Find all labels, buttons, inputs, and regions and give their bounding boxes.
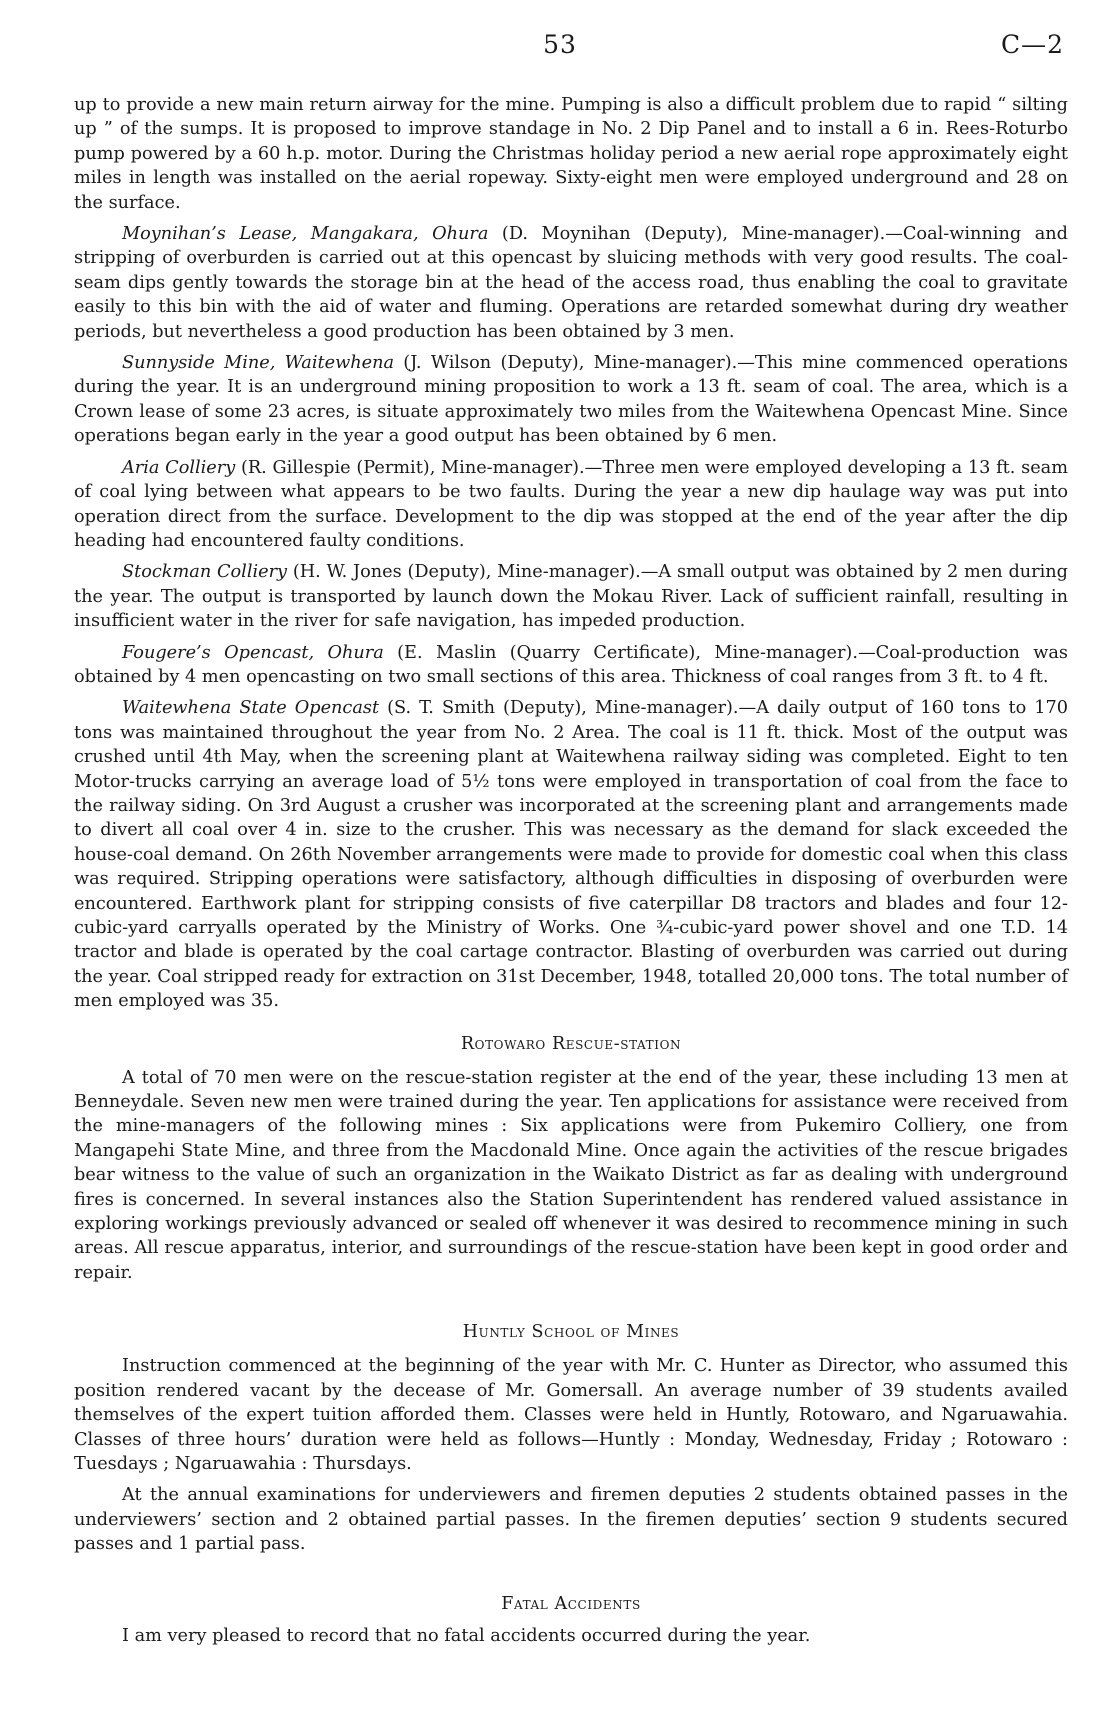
school-paragraph-examinations: At the annual examinations for underviewers and firemen deputies 2 students obtained passes in the underviewers’ section and 2 obtained partial passes. In the firemen deputies’ section 9 students secured passes and 1 partial pass. [74, 1485, 1068, 1555]
mine-name: Sunnyside Mine, Waitewhena [122, 353, 395, 374]
mine-paragraph-moynihans-lease [74, 222, 1068, 344]
rescue-station-heading: Rotowaro Rescue-station [460, 1033, 682, 1054]
mine-name: Fougere’s Opencast, Ohura [122, 642, 384, 663]
mine-paragraph-aria-colliery [74, 456, 1068, 554]
paper-code: C—2 [1000, 30, 1064, 59]
mine-name: Aria Colliery [122, 457, 236, 478]
mine-name: Waitewhena State Opencast [122, 698, 380, 719]
mine-description: (J. Wilson (Deputy), Mine-manager).—This mine commenced operations during the year. It is an underground mining proposition to work a 13 ft. seam of coal. The area, which is a Crown lease of some 23 acres, is situate approximately two miles from the Waitewhena Opencast Mine. Since operations began early in the year a good output has been obtained by 6 men. [74, 353, 1069, 447]
fatal-accidents-paragraph: I am very pleased to record that no fatal accidents occurred during the year. [122, 1625, 811, 1646]
fatal-accidents-heading: Fatal Accidents [501, 1593, 641, 1614]
mine-description: (H. W. Jones (Deputy), Mine-manager).—A small output was obtained by 2 men during the year. The output is transported by launch down the Mokau River. Lack of sufficient rainfall, resulting in insufficient water in the river for safe navigation, has impeded production. [74, 562, 1068, 632]
mine-description: (E. Maslin (Quarry Certificate), Mine-manager).—Coal-production was obtained by 4 men opencasting on two small sections of this area. Thickness of coal ranges from 3 ft. to 4 ft. [74, 642, 1068, 687]
mine-name: Moynihan’s Lease, Mangakara, Ohura [122, 224, 489, 245]
mine-description: (S. T. Smith (Deputy), Mine-manager).—A daily output of 160 tons to 170 tons was maintained throughout the year from No. 2 Area. The coal is 11 ft. thick. Most of the output was crushed until 4th May, when the screening plant at Waitewhena railway siding was completed. Eight to ten Motor-trucks carrying an average load of 5½ tons were employed in transportation of coal from the face to the railway siding. On 3rd August a crusher was incorporated at the screening plant and arrangements made to divert all coal over 4 in. size to the crusher. This was necessary as the demand for slack exceeded the house-coal demand. On 26th November arrangements were made to provide for domestic coal when this class was required. Stripping operations were satisfactory, although difficulties in disposing of overburden were encountered. Earthwork plant for stripping consists of five caterpillar D8 tractors and blades and four 12-cubic-yard carryalls operated by the Ministry of Works. One ¾-cubic-yard power shovel and one T.D. 14 tractor and blade is operated by the coal cartage contractor. Blasting of overburden was carried out during the year. Coal stripped ready for extraction on 31st December, 1948, totalled 20,000 tons. The total number of men employed was 35. [74, 698, 1068, 1012]
page-number: 53 [543, 30, 577, 59]
rescue-station-paragraph: A total of 70 men were on the rescue-station register at the end of the year, these including 13 men at Benneydale. Seven new men were trained during the year. Ten applications for assistance were received from the mine-managers of the following mines : Six applications were from Pukemiro Colliery, one from Mangapehi State Mine, and three from the Macdonald Mine. Once again the activities of the rescue brigades bear witness to the value of such an organization in the Waikato District as far as dealing with underground fires is concerned. In several instances also the Station Superintendent has rendered valued assistance in exploring workings previously advanced or sealed off whenever it was desired to recommence mining in such areas. All rescue apparatus, interior, and surroundings of the rescue-station have been kept in good order and repair. [74, 1067, 1068, 1283]
mine-description: (R. Gillespie (Permit), Mine-manager).—Three men were employed developing a 13 ft. seam of coal lying between what appears to be two faults. During the year a new dip haulage way was put into operation direct from the surface. Development to the dip was stopped at the end of the year after the dip heading had encountered faulty conditions. [74, 457, 1069, 551]
mine-paragraph-fougeres-opencast [74, 641, 1068, 690]
intro-paragraph: up to provide a new main return airway for the mine. Pumping is also a difficult problem due to rapid “ silting up ” of the sumps. It is proposed to improve standage in No. 2 Dip Panel and to install a 6 in. Rees-Roturbo pump powered by a 60 h.p. motor. During the Christmas holiday period a new aerial rope approximately eight miles in length was installed on the aerial ropeway. Sixty-eight men were employed underground and 28 on the surface. [74, 95, 1068, 213]
mine-description: (D. Moynihan (Deputy), Mine-manager).—Coal-winning and stripping of overburden is carried out at this opencast by sluicing methods with very good results. The coal-seam dips gently towards the storage bin at the head of the access road, thus enabling the coal to gravitate easily to this bin with the aid of water and fluming. Operations are retarded somewhat during dry weather periods, but nevertheless a good production has been obtained by 3 men. [74, 224, 1068, 342]
school-paragraph-instruction: Instruction commenced at the beginning of the year with Mr. C. Hunter as Director, who assumed this position rendered vacant by the decease of Mr. Gomersall. An average number of 39 students availed themselves of the expert tuition afforded them. Classes were held in Huntly, Rotowaro, and Ngaruawahia. Classes of three hours’ duration were held as follows—Huntly : Monday, Wednesday, Friday ; Rotowaro : Tuesdays ; Ngaruawahia : Thursdays. [74, 1356, 1068, 1474]
mine-paragraph-waitewhena-state-opencast [74, 696, 1068, 1013]
mine-paragraph-sunnyside [74, 351, 1068, 449]
school-of-mines-heading: Huntly School of Mines [462, 1322, 680, 1343]
mine-paragraph-stockman-colliery [74, 560, 1068, 633]
mine-name: Stockman Colliery [122, 562, 288, 583]
document-body [74, 93, 1068, 1648]
